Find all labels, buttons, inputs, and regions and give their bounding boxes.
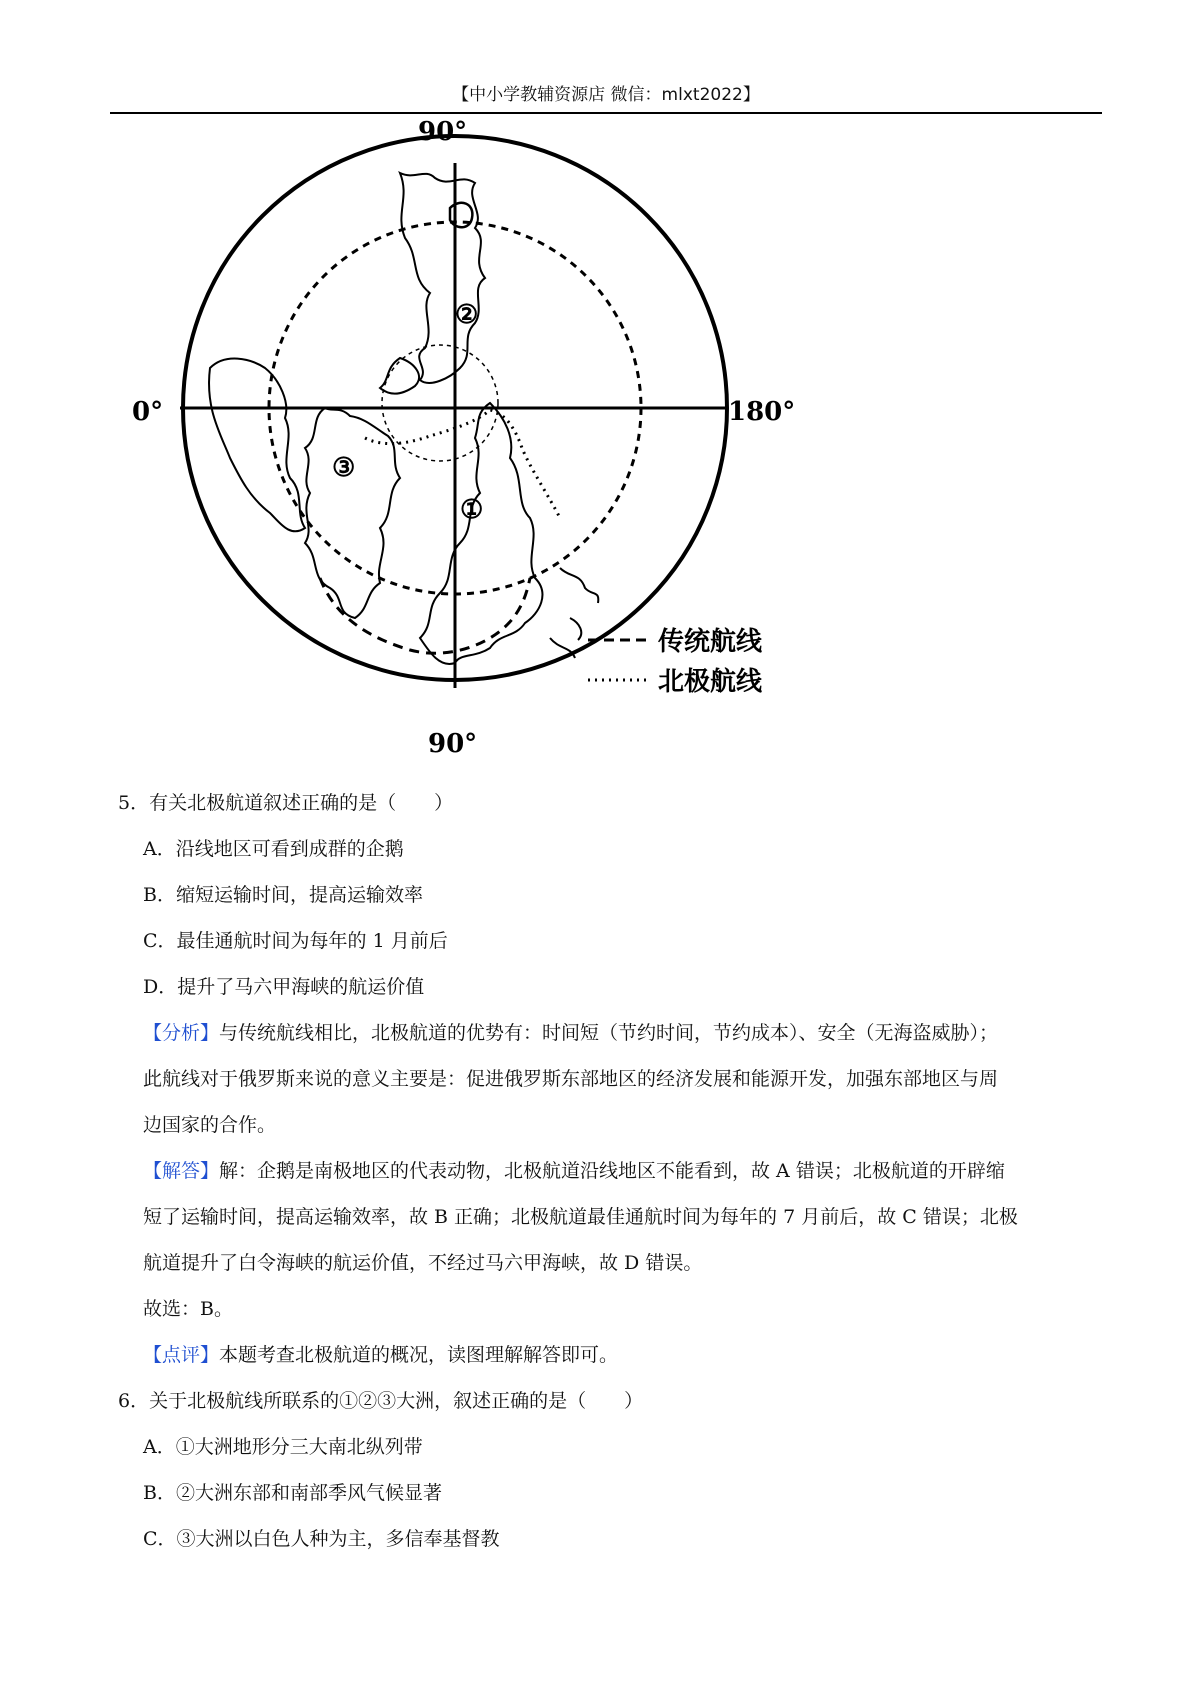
region-label-1: ① [460,495,484,525]
review-tag: 【点评】 [143,1344,220,1366]
q5-question: 5．有关北极航道叙述正确的是（ ） [118,792,454,814]
europe-outline [305,408,400,618]
q5-answer-line-3: 航道提升了白令海峡的航运价值，不经过马六甲海峡，故 D 错误。 [143,1252,703,1274]
q6-question: 6．关于北极航线所联系的①②③大洲，叙述正确的是（ ） [118,1390,644,1412]
q5-option-d: D．提升了马六甲海峡的航运价值 [143,976,425,998]
answer-text-1: 解：企鹅是南极地区的代表动物，北极航道沿线地区不能看到，故 A 错误；北极航道的开辟缩 [219,1160,1005,1182]
q5-option-a: A．沿线地区可看到成群的企鹅 [143,838,404,860]
north-america-outline [400,173,485,383]
north-island-outline [450,203,472,227]
answer-tag: 【解答】 [143,1160,220,1182]
legend-traditional-label: 传统航线 [658,627,763,657]
q5-analysis-line-3: 边国家的合作。 [143,1114,277,1136]
questions-section [118,780,1102,1562]
header-text: 【中小学教辅资源店 微信：mlxt2022】 [452,85,760,105]
q5-analysis-line-1 [118,1010,1102,1056]
label-right-180: 180° [728,397,796,427]
analysis-tag: 【分析】 [143,1022,220,1044]
west-landmass-outline [209,359,305,532]
q5-analysis-line-2: 此航线对于俄罗斯来说的意义主要是：促进俄罗斯东部地区的经济发展和能源开发，加强东部地区与周 [143,1068,999,1090]
q5-option-c: C．最佳通航时间为每年的 1 月前后 [143,930,448,952]
region-label-2: ② [455,300,479,330]
label-top-90: 90° [418,118,468,147]
page-header [110,82,1102,114]
q6-option-a: A．①大洲地形分三大南北纵列带 [143,1436,423,1458]
analysis-text-1: 与传统航线相比，北极航道的优势有：时间短（节约时间，节约成本）、安全（无海盗威胁）； [219,1022,999,1044]
greenland-outline [380,358,419,394]
arctic-route-map [130,118,870,758]
legend-arctic-label: 北极航线 [658,667,763,697]
q5-choice: 故选：B。 [143,1298,233,1320]
q5-review [118,1332,1102,1378]
region-label-3: ③ [332,453,356,483]
review-text: 本题考查北极航道的概况，读图理解解答即可。 [219,1344,619,1366]
label-left-0: 0° [132,397,164,427]
q5-option-b: B．缩短运输时间，提高运输效率 [143,884,423,906]
label-bottom-90: 90° [428,729,478,758]
asia-outline [420,403,542,664]
q6-option-c: C．③大洲以白色人种为主，多信奉基督教 [143,1528,500,1550]
q5-answer-line-2: 短了运输时间，提高运输效率，故 B 正确；北极航道最佳通航时间为每年的 7 月前后，故 C 错误；北极 [143,1206,1018,1228]
q5-answer-line-1 [118,1148,1102,1194]
q6-option-b: B．②大洲东部和南部季风气候显著 [143,1482,442,1504]
